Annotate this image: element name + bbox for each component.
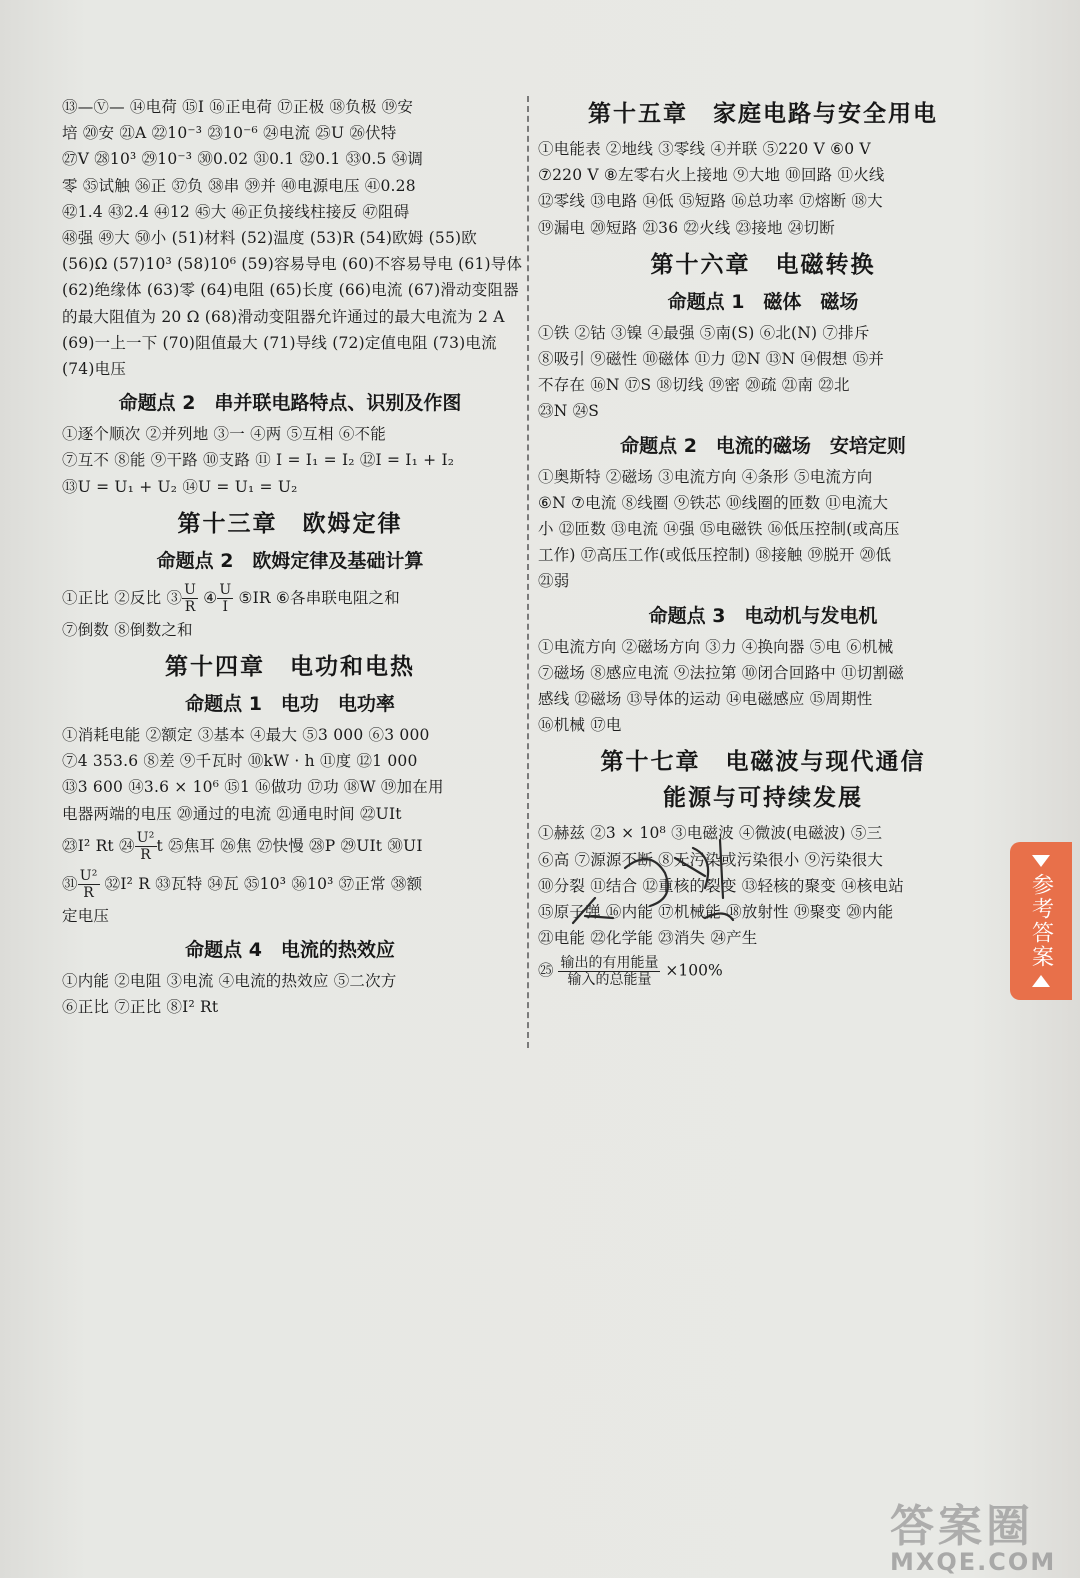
left-column bbox=[62, 94, 523, 1020]
text-run: ×100% bbox=[665, 961, 723, 980]
answer-line: ①消耗电能 ②额定 ③基本 ④最大 ⑤3 000 ⑥3 000 bbox=[62, 726, 430, 745]
fraction bbox=[182, 582, 198, 615]
fraction-denominator: R bbox=[184, 599, 196, 616]
answer-line: ㉑电能 ㉒化学能 ㉓消失 ㉔产生 bbox=[538, 929, 758, 948]
answer-line-with-fractions bbox=[62, 865, 518, 903]
watermark-logo-text: 答案圈 bbox=[890, 1501, 1034, 1552]
answer-line: ⑦磁场 ⑧感应电流 ⑨法拉第 ⑩闭合回路中 ⑪切割磁 bbox=[538, 663, 904, 682]
answer-block-ch14 bbox=[62, 722, 518, 929]
answer-block-ch14-point4 bbox=[62, 968, 518, 1020]
answer-line: ⑧吸引 ⑨磁性 ⑩磁体 ⑪力 ⑫N ⑬N ⑭假想 ⑮并 bbox=[538, 350, 885, 369]
answer-line: ㊷1.4 ㊸2.4 ㊹12 ㊺大 ㊻正负接线柱接反 ㊼阻碍 bbox=[62, 202, 410, 221]
answer-line: 的最大阻值为 20 Ω (68)滑动变阻器允许通过的最大电流为 2 A bbox=[62, 307, 505, 326]
tab-label: 参考答案 bbox=[1028, 873, 1054, 969]
answer-line: ⑦220 V ⑧左零右火上接地 ⑨大地 ⑩回路 ⑪火线 bbox=[538, 166, 885, 185]
fraction-denominator: I bbox=[222, 599, 229, 616]
point-heading: 命题点 2 串并联电路特点、识别及作图 bbox=[118, 392, 462, 415]
answer-line: ⑩分裂 ⑪结合 ⑫重核的裂变 ⑬轻核的聚变 ⑭核电站 bbox=[538, 876, 904, 895]
answer-block-ch16-point1 bbox=[538, 320, 988, 425]
chapter-heading-line2: 能源与可持续发展 bbox=[663, 785, 863, 812]
point-heading: 命题点 4 电流的热效应 bbox=[185, 939, 395, 962]
arrow-down-icon bbox=[1032, 855, 1050, 867]
fraction-numerator: U² bbox=[136, 830, 155, 847]
fraction-denominator: R bbox=[83, 885, 94, 902]
column-divider bbox=[527, 96, 529, 1048]
fraction bbox=[558, 955, 660, 988]
fraction bbox=[135, 830, 157, 863]
answer-line: 小 ⑫匝数 ⑬电流 ⑭强 ⑮电磁铁 ⑯低压控制(或高压 bbox=[538, 520, 900, 539]
handwriting-scribble bbox=[555, 828, 735, 938]
answer-line: ⑬3 600 ⑭3.6 × 10⁶ ⑮1 ⑯做功 ⑰功 ⑱W ⑲加在用 bbox=[62, 778, 444, 797]
fraction-numerator: U² bbox=[79, 868, 98, 885]
answer-line: ①电流方向 ②磁场方向 ③力 ④换向器 ⑤电 ⑥机械 bbox=[538, 637, 894, 656]
answer-line: ①内能 ②电阻 ③电流 ④电流的热效应 ⑤二次方 bbox=[62, 972, 397, 991]
answer-line: ⑥正比 ⑦正比 ⑧I² Rt bbox=[62, 998, 219, 1017]
point-heading: 命题点 2 欧姆定律及基础计算 bbox=[156, 549, 424, 572]
answer-line: ①逐个顺次 ②并列地 ③一 ④两 ⑤互相 ⑥不能 bbox=[62, 425, 386, 444]
fraction-numerator: 输出的有用能量 bbox=[560, 955, 659, 972]
answer-line: ⑯机械 ⑰电 bbox=[538, 716, 622, 735]
chapter-heading: 第十四章 电功和电热 bbox=[165, 654, 415, 681]
chapter-heading: 第十五章 家庭电路与安全用电 bbox=[588, 101, 938, 127]
fraction-numerator: U bbox=[219, 582, 232, 599]
arrow-up-icon bbox=[1032, 975, 1050, 987]
answer-line: 零 ㉟试触 ㊱正 ㊲负 ㊳串 ㊴并 ㊵电源电压 ㊶0.28 bbox=[62, 176, 416, 195]
chapter-heading: 第十六章 电磁转换 bbox=[650, 251, 876, 278]
answer-line: 培 ⑳安 ㉑A ㉒10⁻³ ㉓10⁻⁶ ㉔电流 ㉕U ㉖伏特 bbox=[62, 124, 397, 143]
answer-line: ㊽强 ㊾大 ㊿小 (51)材料 (52)温度 (53)R (54)欧姆 (55)欧 bbox=[62, 229, 477, 248]
answer-line: ⑦互不 ⑧能 ⑨干路 ⑩支路 ⑪ I = I₁ = I₂ ⑫I = I₁ + I₂ bbox=[62, 451, 455, 470]
answer-block-ch15 bbox=[538, 136, 988, 241]
text-run: ㉓I² Rt ㉔ bbox=[62, 836, 135, 855]
point-heading: 命题点 3 电动机与发电机 bbox=[648, 604, 878, 627]
chapter-heading: 第十三章 欧姆定律 bbox=[177, 510, 403, 537]
watermark-url: MXQE.COM bbox=[890, 1548, 1057, 1576]
answer-line: ①赫兹 ②3 × 10⁸ ③电磁波 ④微波(电磁波) ⑤三 bbox=[538, 824, 883, 843]
answer-line: ①奥斯特 ②磁场 ③电流方向 ④条形 ⑤电流方向 bbox=[538, 467, 873, 486]
text-run: t ㉕焦耳 ㉖焦 ㉗快慢 ㉘P ㉙UIt ㉚UI bbox=[156, 836, 423, 855]
text-run: ㉜I² R ㉝瓦特 ㉞瓦 ㉟10³ ㊱10³ ㊲正常 ㊳额 bbox=[99, 874, 423, 893]
chapter-heading: 第十七章 电磁波与现代通信 bbox=[600, 749, 926, 776]
site-watermark bbox=[890, 1490, 1056, 1576]
answer-line: ⑮原子弹 ⑯内能 ⑰机械能 ⑱放射性 ⑲聚变 ⑳内能 bbox=[538, 903, 894, 922]
answer-block-ch16-point2 bbox=[538, 464, 988, 595]
answer-line: ①电能表 ②地线 ③零线 ④并联 ⑤220 V ⑥0 V bbox=[538, 140, 871, 158]
answer-line: (74)电压 bbox=[62, 360, 127, 379]
text-run: ㉛ bbox=[62, 874, 78, 893]
point-heading: 命题点 2 电流的磁场 安培定则 bbox=[620, 434, 906, 457]
fraction-numerator: U bbox=[184, 582, 197, 599]
answer-line: ⑫零线 ⑬电路 ⑭低 ⑮短路 ⑯总功率 ⑰熔断 ⑱大 bbox=[538, 192, 883, 211]
answer-line: (56)Ω (57)10³ (58)10⁶ (59)容易导电 (60)不容易导电 (61)导体 bbox=[62, 255, 523, 274]
answer-block-point2 bbox=[62, 421, 518, 500]
answer-line: ㉑弱 bbox=[538, 572, 570, 591]
fraction bbox=[217, 582, 233, 615]
answer-line: ⑬U = U₁ + U₂ ⑭U = U₁ = U₂ bbox=[62, 477, 298, 496]
efficiency-formula bbox=[538, 955, 988, 988]
answer-line: ⑦4 353.6 ⑧差 ⑨千瓦时 ⑩kW · h ⑪度 ⑫1 000 bbox=[62, 752, 418, 771]
answer-line: 感线 ⑫磁场 ⑬导体的运动 ⑭电磁感应 ⑮周期性 bbox=[538, 690, 873, 709]
point-heading: 命题点 1 电功 电功率 bbox=[185, 693, 395, 716]
point-heading: 命题点 1 磁体 磁场 bbox=[667, 290, 859, 313]
answer-line: ⑲漏电 ⑳短路 ㉑36 ㉒火线 ㉓接地 ㉔切断 bbox=[538, 218, 835, 237]
text-run: ⑤IR ⑥各串联电阻之和 bbox=[233, 588, 400, 607]
answer-line: 不存在 ⑯N ⑰S ⑱切线 ⑲密 ⑳疏 ㉑南 ㉒北 bbox=[538, 376, 850, 395]
text-run: ④ bbox=[198, 588, 218, 607]
answer-line: (69)一上一下 (70)阻值最大 (71)导线 (72)定值电阻 (73)电流 bbox=[62, 333, 497, 352]
answer-line: 工作) ⑰高压工作(或低压控制) ⑱接触 ⑲脱开 ⑳低 bbox=[538, 546, 892, 565]
answer-line: (62)绝缘体 (63)零 (64)电阻 (65)长度 (66)电流 (67)滑动变阻器 bbox=[62, 281, 519, 300]
answer-line-with-fractions bbox=[62, 827, 518, 865]
answer-line: ㉗V ㉘10³ ㉙10⁻³ ㉚0.02 ㉛0.1 ㉜0.1 ㉝0.5 ㉞调 bbox=[62, 150, 424, 169]
answer-line: ⑦倒数 ⑧倒数之和 bbox=[62, 620, 193, 639]
answer-block-1 bbox=[62, 94, 523, 382]
answer-line: ⑬—Ⓥ— ⑭电荷 ⑮I ⑯正电荷 ⑰正极 ⑱负极 ⑲安 bbox=[62, 98, 414, 116]
text-run: ①正比 ②反比 ③ bbox=[62, 588, 183, 607]
reference-answer-tab[interactable] bbox=[1010, 842, 1072, 1000]
answer-block-ch16-point3 bbox=[538, 634, 988, 739]
answer-line: ㉓N ㉔S bbox=[538, 402, 600, 421]
answer-line: ⑥N ⑦电流 ⑧线圈 ⑨铁芯 ⑩线圈的匝数 ⑪电流大 bbox=[538, 493, 889, 512]
fraction-denominator: R bbox=[140, 847, 151, 864]
fraction bbox=[78, 868, 100, 901]
answer-line-with-fractions bbox=[62, 579, 518, 617]
fraction-denominator: 输入的总能量 bbox=[567, 972, 652, 989]
answer-line: 电器两端的电压 ⑳通过的电流 ㉑通电时间 ㉒UIt bbox=[62, 804, 402, 823]
answer-line: ⑥高 ⑦源源不断 ⑧无污染或污染很小 ⑨污染很大 bbox=[538, 850, 884, 869]
answer-line: 定电压 bbox=[62, 906, 110, 925]
answer-line: ①铁 ②钴 ③镍 ④最强 ⑤南(S) ⑥北(N) ⑦排斥 bbox=[538, 323, 870, 342]
text-run: ㉕ bbox=[538, 961, 554, 980]
